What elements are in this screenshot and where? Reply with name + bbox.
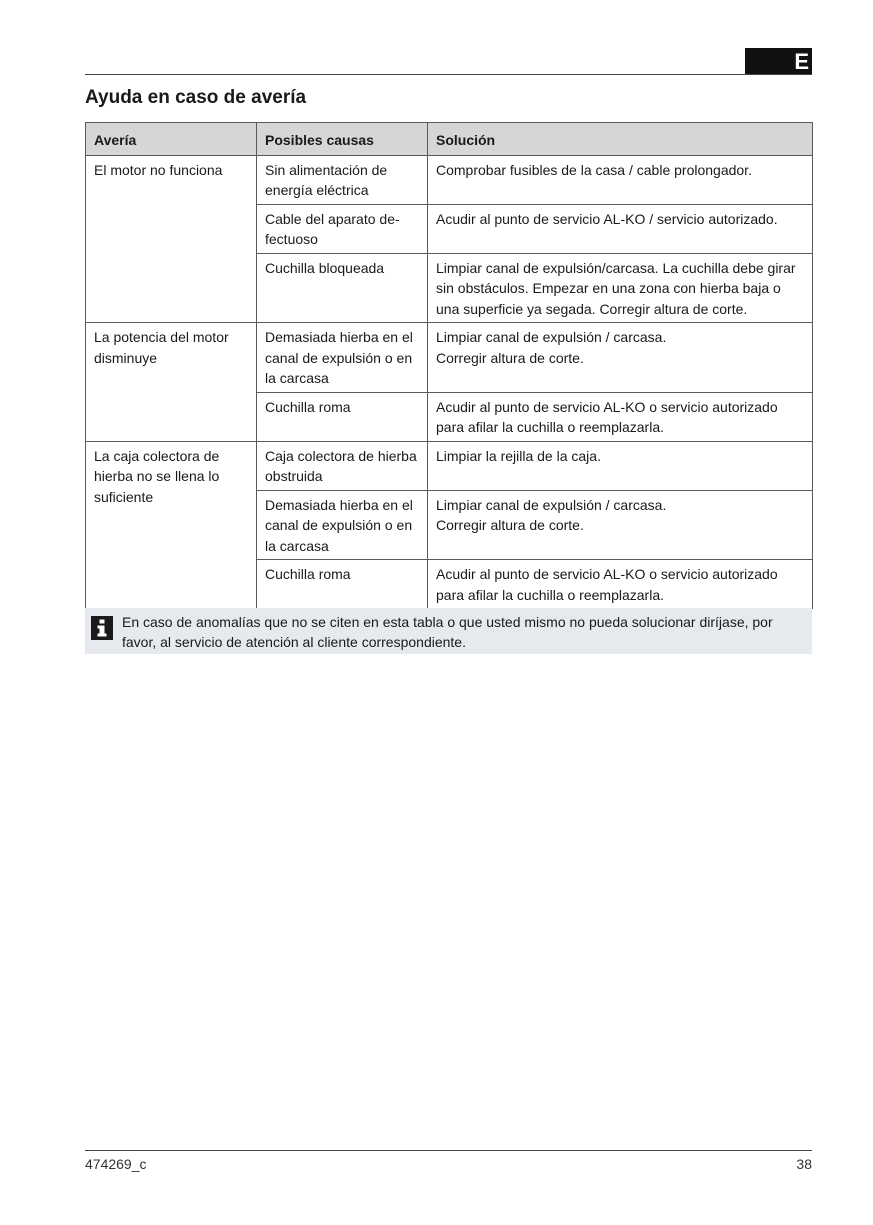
solution-cell — [428, 490, 813, 560]
fault-cell: La potencia del motor disminuye — [86, 323, 257, 442]
fault-cell: El motor no funciona — [86, 155, 257, 323]
top-divider — [85, 74, 812, 75]
header-causes: Posibles causas — [257, 123, 428, 156]
table-header-row — [86, 123, 813, 156]
solution-line: Limpiar canal de expulsión / carcasa. — [436, 496, 667, 513]
info-note — [85, 608, 812, 654]
solution-cell: Limpiar canal de expulsión/carcasa. La cuchilla debe girar sin obstáculos. Empezar en una zona con hierba baja o una superficie ya segada. Corregir altura de corte. — [428, 253, 813, 323]
header-solution: Solución — [428, 123, 813, 156]
solution-cell — [428, 323, 813, 393]
table-row — [86, 155, 813, 204]
cause-cell: Demasiada hierba en el canal de expulsión o en la carcasa — [257, 490, 428, 560]
cause-cell: Cuchilla bloqueada — [257, 253, 428, 323]
solution-cell: Comprobar fusibles de la casa / cable prolongador. — [428, 155, 813, 204]
table-row — [86, 441, 813, 490]
fault-cell: La caja colectora de hierba no se llena lo suficiente — [86, 441, 257, 609]
cause-cell: Caja colectora de hierba obstruida — [257, 441, 428, 490]
table-row — [86, 323, 813, 393]
cause-cell: Cuchilla roma — [257, 560, 428, 609]
header-fault: Avería — [86, 123, 257, 156]
solution-line: Corregir altura de corte. — [436, 349, 584, 366]
language-tab: E — [745, 48, 812, 75]
info-icon — [91, 616, 113, 640]
cause-cell: Sin alimentación de energía eléctrica — [257, 155, 428, 204]
cause-cell: Demasiada hierba en el canal de expulsión o en la carcasa — [257, 323, 428, 393]
document-code: 474269_c — [85, 1156, 147, 1172]
note-text: En caso de anomalías que no se citen en esta tabla o que usted mismo no pueda solucionar diríjase, por favor, al servicio de atención al cliente correspondiente. — [122, 614, 773, 650]
solution-line: Corregir altura de corte. — [436, 517, 584, 533]
solution-cell: Acudir al punto de servicio AL-KO o servicio autorizado para afilar la cuchilla o reemplazarla. — [428, 392, 813, 441]
solution-cell: Acudir al punto de servicio AL-KO / servicio autorizado. — [428, 204, 813, 253]
section-title: Ayuda en caso de avería — [85, 87, 307, 108]
troubleshooting-table — [85, 122, 813, 609]
page-number: 38 — [796, 1156, 812, 1172]
footer-divider — [85, 1150, 812, 1151]
cause-cell: Cuchilla roma — [257, 392, 428, 441]
solution-line: Limpiar canal de expulsión / carcasa. — [436, 329, 667, 345]
cause-cell: Cable del aparato de-fectuoso — [257, 204, 428, 253]
solution-cell: Acudir al punto de servicio AL-KO o servicio autorizado para afilar la cuchilla o reemplazarla. — [428, 560, 813, 609]
solution-cell: Limpiar la rejilla de la caja. — [428, 441, 813, 490]
